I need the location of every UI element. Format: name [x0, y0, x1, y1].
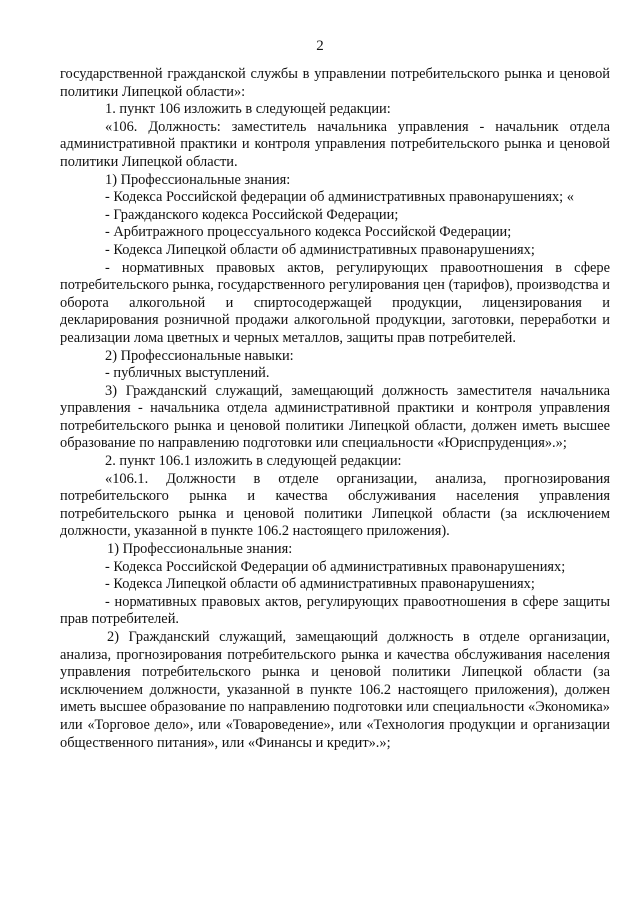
paragraph-106-1-knowledge: 1) Профессиональные знания: — [107, 541, 293, 558]
paragraph-106-civil-code: - Гражданского кодекса Российской Федерации; — [105, 206, 399, 223]
paragraph-106-1-code-admin: - Кодекса Российской Федерации об административных правонарушениях; — [105, 558, 566, 575]
paragraph-106-regulations: - нормативных правовых актов, регулирующих правоотношения в сфере потребительского рынка, государственного регулирования цен (тарифов), производства и оборота алкогольной и спиртосодержащей продукции, лицензирования и декларирования розничной продажи алкогольной продукции, заготовки, переработки и реализации лома цветных и черных металлов, защиты прав потребителей. — [60, 259, 610, 346]
paragraph-intro: государственной гражданской службы в управлении потребительского рынка и ценовой политики Липецкой области»: — [60, 66, 610, 100]
paragraph-106-skills: 2) Профессиональные навыки: — [105, 347, 294, 364]
paragraph-106-lipetsk-code: - Кодекса Липецкой области об административных правонарушениях; — [105, 241, 535, 258]
paragraph-106-1-lipetsk-code: - Кодекса Липецкой области об административных правонарушениях; — [105, 576, 535, 593]
paragraph-106-education: 3) Гражданский служащий, замещающий должность заместителя начальника управления - начальника отдела административной практики и контроля управления потребительского рынка и ценовой политики Липецкой области, должен иметь высшее образование по направлению подготовки или специальности «Юриспруденция».»; — [60, 382, 610, 452]
paragraph-106-arbitration-code: - Арбитражного процессуального кодекса Российской Федерации; — [105, 224, 512, 241]
paragraph-106-knowledge: 1) Профессиональные знания: — [105, 171, 291, 188]
page-number: 2 — [316, 38, 324, 54]
paragraph-106-1-title: «106.1. Должности в отделе организации, анализа, прогнозирования потребительского рынка и качества обслуживания населения управления потребительского рынка и ценовой политики Липецкой области (за исключением должности, указанной в пункте 106.2 настоящего приложения). — [60, 470, 610, 540]
paragraph-item-2: 2. пункт 106.1 изложить в следующей редакции: — [105, 453, 402, 470]
paragraph-106-title: «106. Должность: заместитель начальника управления - начальник отдела административной практики и контроля управления потребительского рынка и ценовой политики Липецкой области. — [60, 118, 610, 170]
paragraph-item-1: 1. пункт 106 изложить в следующей редакции: — [105, 101, 391, 118]
paragraph-106-public-speaking: - публичных выступлений. — [105, 365, 270, 382]
paragraph-106-1-education: 2) Гражданский служащий, замещающий должность в отделе организации, анализа, прогнозирования потребительского рынка и качества обслуживания населения управления потребительского рынка и ценовой политики Липецкой области (за исключением должности, указанной в пункте 106.2 настоящего приложения), должен иметь высшее образование по направлению подготовки или специальности «Экономика» или «Торговое дело», или «Товароведение», или «Технология продукции и организации общественного питания», или «Финансы и кредит».»; — [60, 629, 610, 751]
paragraph-106-code-admin: - Кодекса Российской федерации об административных правонарушениях; « — [105, 189, 574, 206]
paragraph-106-1-regulations: - нормативных правовых актов, регулирующих правоотношения в сфере защиты прав потребителей. — [60, 593, 610, 628]
document-body — [60, 66, 610, 752]
